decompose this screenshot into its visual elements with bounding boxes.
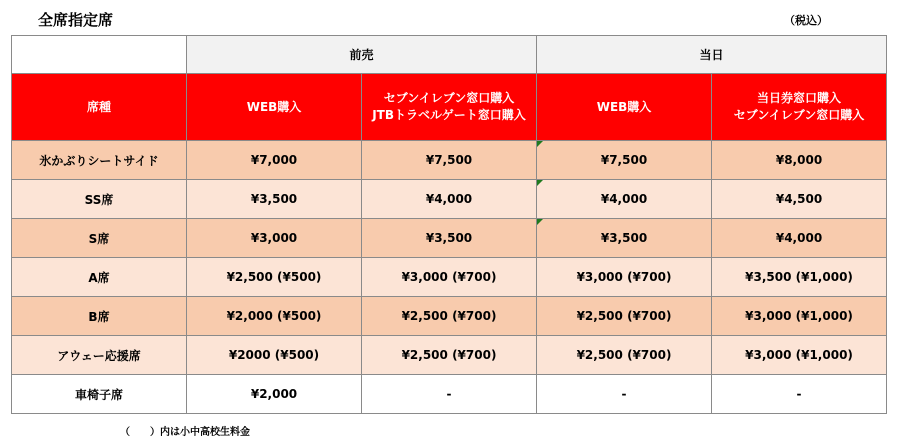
group-corner — [12, 36, 187, 74]
group-day: 当日 — [537, 36, 887, 74]
price-cell: ¥3,000 — [187, 219, 362, 258]
price-cell: ¥3,000 (¥1,000) — [712, 297, 887, 336]
price-cell: ¥3,000 (¥1,000) — [712, 336, 887, 375]
price-cell: ¥7,000 — [187, 141, 362, 180]
seat-type-cell: A席 — [12, 258, 187, 297]
page-title: 全席指定席 — [38, 11, 114, 29]
seat-type-cell: B席 — [12, 297, 187, 336]
price-cell: ¥2,000 — [187, 375, 362, 414]
price-cell: ¥4,000 — [712, 219, 887, 258]
price-cell: ¥4,500 — [712, 180, 887, 219]
price-cell: ¥2,500 (¥700) — [362, 336, 537, 375]
footnote: （ ）内は小中高校生料金 — [120, 427, 250, 438]
header-advance-counter: セブンイレブン窓口購入 JTBトラベルゲート窓口購入 — [362, 74, 537, 141]
price-cell: ¥2,500 (¥700) — [537, 297, 712, 336]
column-header-row — [12, 74, 887, 141]
tax-note: （税込） — [784, 14, 828, 27]
price-cell: ¥3,500 (¥1,000) — [712, 258, 887, 297]
price-cell: ¥3,000 (¥700) — [537, 258, 712, 297]
price-cell: ¥3,500 — [187, 180, 362, 219]
price-cell: ¥3,500 — [362, 219, 537, 258]
price-cell: ¥7,500 — [537, 141, 712, 180]
price-cell: ¥3,000 (¥700) — [362, 258, 537, 297]
group-header-row — [12, 36, 887, 74]
price-cell: - — [712, 375, 887, 414]
table-row — [12, 180, 887, 219]
price-cell: ¥4,000 — [362, 180, 537, 219]
table-row — [12, 219, 887, 258]
header-advance-web: WEB購入 — [187, 74, 362, 141]
seat-type-cell: S席 — [12, 219, 187, 258]
header-day-counter: 当日券窓口購入 セブンイレブン窓口購入 — [712, 74, 887, 141]
price-cell: ¥2,500 (¥700) — [362, 297, 537, 336]
table-row — [12, 258, 887, 297]
seat-type-cell: アウェー応援席 — [12, 336, 187, 375]
price-cell: ¥2,000 (¥500) — [187, 297, 362, 336]
seat-type-cell: SS席 — [12, 180, 187, 219]
table-row — [12, 336, 887, 375]
header-seat-type: 席種 — [12, 74, 187, 141]
price-cell: - — [537, 375, 712, 414]
price-cell: ¥4,000 — [537, 180, 712, 219]
seat-type-cell: 氷かぶりシートサイド — [12, 141, 187, 180]
price-cell: - — [362, 375, 537, 414]
group-advance: 前売 — [187, 36, 537, 74]
price-cell: ¥3,500 — [537, 219, 712, 258]
price-cell: ¥2,500 (¥700) — [537, 336, 712, 375]
price-cell: ¥2,500 (¥500) — [187, 258, 362, 297]
table-row — [12, 297, 887, 336]
price-table — [11, 35, 887, 414]
price-cell: ¥8,000 — [712, 141, 887, 180]
table-row — [12, 375, 887, 414]
header-day-web: WEB購入 — [537, 74, 712, 141]
seat-type-cell: 車椅子席 — [12, 375, 187, 414]
table-row — [12, 141, 887, 180]
price-cell: ¥7,500 — [362, 141, 537, 180]
price-cell: ¥2000 (¥500) — [187, 336, 362, 375]
